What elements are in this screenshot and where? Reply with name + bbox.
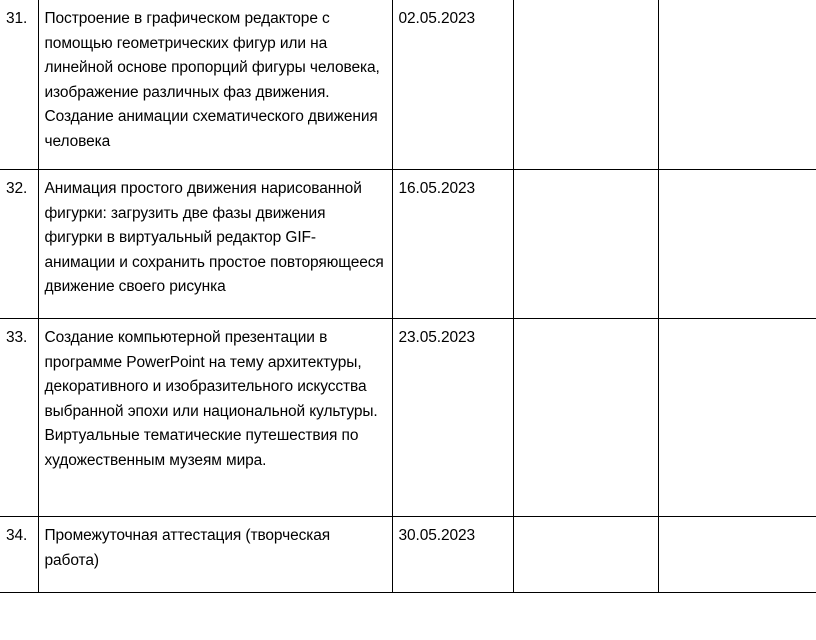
lesson-number-cell: 31. bbox=[0, 0, 38, 170]
lesson-topic-cell: Анимация простого движения нарисованной фигурки: загрузить две фазы движения фигурки в виртуальный редактор GIF-анимации и сохранить простое повторяющееся движение своего рисунка bbox=[38, 170, 392, 319]
lesson-topic-cell: Создание компьютерной презентации в программе PowerPoint на тему архитектуры, декоративного и изобразительного искусства выбранной эпохи или национальной культуры. Виртуальные тематические путешествия по художественным музеям мира. bbox=[38, 319, 392, 517]
empty-cell bbox=[513, 319, 658, 517]
lesson-number-cell: 33. bbox=[0, 319, 38, 517]
empty-cell bbox=[513, 0, 658, 170]
lesson-number-cell: 32. bbox=[0, 170, 38, 319]
lesson-topic-cell: Промежуточная аттестация (творческая работа) bbox=[38, 517, 392, 593]
table-row bbox=[0, 0, 816, 170]
empty-cell bbox=[658, 0, 816, 170]
lesson-number-cell: 34. bbox=[0, 517, 38, 593]
lesson-date-cell: 30.05.2023 bbox=[392, 517, 513, 593]
empty-cell bbox=[513, 517, 658, 593]
lesson-topic-cell: Построение в графическом редакторе с помощью геометрических фигур или на линейной основе пропорций фигуры человека, изображение различных фаз движения. Создание анимации схематического движения человека bbox=[38, 0, 392, 170]
empty-cell bbox=[658, 170, 816, 319]
empty-cell bbox=[658, 517, 816, 593]
empty-cell bbox=[658, 319, 816, 517]
lesson-date-cell: 16.05.2023 bbox=[392, 170, 513, 319]
lesson-date-cell: 02.05.2023 bbox=[392, 0, 513, 170]
empty-cell bbox=[513, 170, 658, 319]
table-row bbox=[0, 170, 816, 319]
lesson-date-cell: 23.05.2023 bbox=[392, 319, 513, 517]
table-row bbox=[0, 517, 816, 593]
table-row bbox=[0, 319, 816, 517]
